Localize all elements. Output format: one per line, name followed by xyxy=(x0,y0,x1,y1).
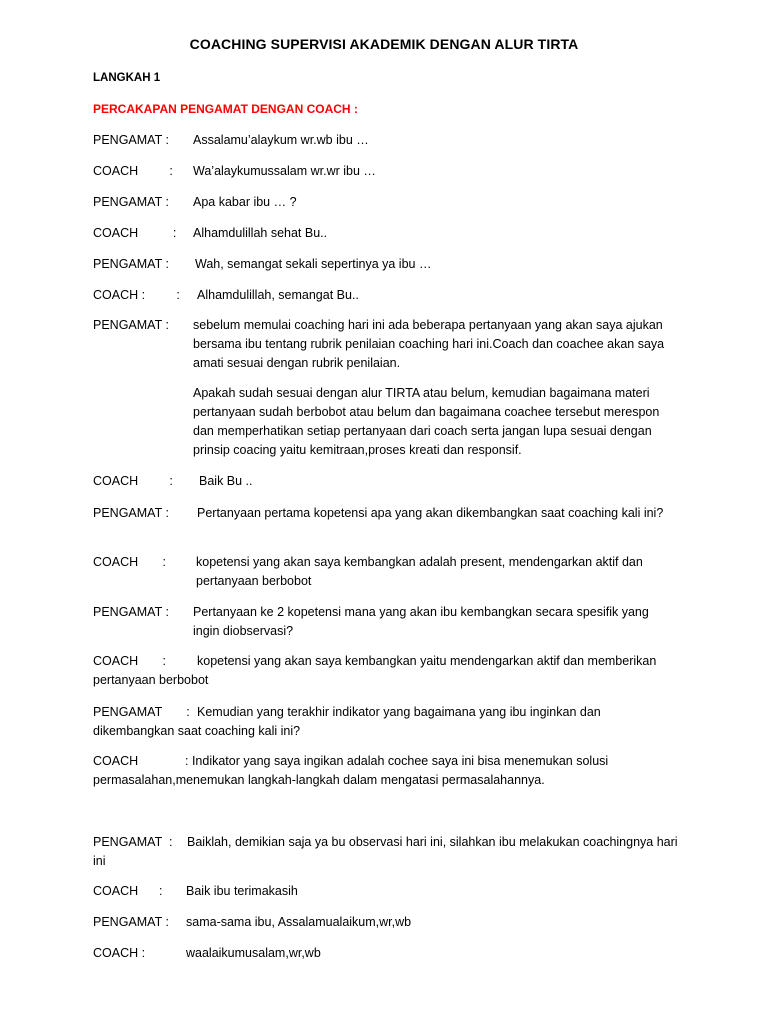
dialogue-text: Assalamu’alaykum wr.wb ibu … xyxy=(193,133,369,147)
dialogue-text: Baiklah, demikian saja ya bu observasi hari ini, silahkan ibu melakukan coachingnya hari ini xyxy=(93,835,678,868)
speaker-label: COACH : xyxy=(93,946,146,960)
speaker-label: PENGAMAT : xyxy=(93,318,169,332)
dialogue-line xyxy=(93,316,678,373)
dialogue-line xyxy=(93,472,673,491)
dialogue-text: kopetensi yang akan saya kembangkan yaitu mendengarkan aktif dan memberikan pertanyaan berbobot xyxy=(93,654,657,687)
dialogue-text: Pertanyaan pertama kopetensi apa yang akan dikembangkan saat coaching kali ini? xyxy=(197,506,664,520)
dialogue-subtitle: PERCAKAPAN PENGAMAT DENGAN COACH : xyxy=(93,102,358,116)
dialogue-text: waalaikumusalam,wr,wb xyxy=(186,946,321,960)
speaker-label: COACH : : xyxy=(93,288,180,302)
dialogue-line xyxy=(93,162,673,181)
dialogue-text: Wa’alaykumussalam wr.wr ibu … xyxy=(193,164,376,178)
dialogue-line xyxy=(93,913,673,932)
dialogue-text: Alhamdulillah sehat Bu.. xyxy=(193,226,328,240)
dialogue-line xyxy=(93,652,678,690)
dialogue-text: : Indikator yang saya ingikan adalah cochee saya ini bisa menemukan solusi permasalahan,menemukan langkah-langkah dalam mengatasi permasalahannya. xyxy=(93,754,609,787)
document-title: COACHING SUPERVISI AKADEMIK DENGAN ALUR TIRTA xyxy=(189,36,579,52)
speaker-label: PENGAMAT : xyxy=(93,705,190,719)
dialogue-text: Apa kabar ibu … ? xyxy=(193,195,297,209)
dialogue-text: Baik Bu .. xyxy=(199,474,253,488)
dialogue-text: sebelum memulai coaching hari ini ada beberapa pertanyaan yang akan saya ajukan bersama ibu tentang rubrik penilaian coaching hari ini.Coach dan coachee akan saya amati sesuai dengan rubrik penilaian. xyxy=(193,318,665,370)
speaker-label: COACH : xyxy=(93,474,173,488)
dialogue-line xyxy=(93,603,673,641)
speaker-label: PENGAMAT : xyxy=(93,605,169,619)
dialogue-line xyxy=(93,224,673,243)
speaker-label: COACH : xyxy=(93,555,166,569)
speaker-label: PENGAMAT : xyxy=(93,195,169,209)
speaker-label: PENGAMAT : xyxy=(93,506,169,520)
dialogue-text: Kemudian yang terakhir indikator yang bagaimana yang ibu inginkan dan dikembangkan saat coaching kali ini? xyxy=(93,705,601,738)
dialogue-paragraph xyxy=(93,384,673,460)
dialogue-line xyxy=(93,553,673,591)
speaker-label: PENGAMAT : xyxy=(93,257,169,271)
dialogue-line xyxy=(93,752,653,790)
dialogue-line xyxy=(93,131,673,150)
speaker-label: COACH xyxy=(93,754,139,768)
dialogue-text: Pertanyaan ke 2 kopetensi mana yang akan ibu kembangkan secara spesifik yang ingin diobservasi? xyxy=(193,605,649,638)
dialogue-line xyxy=(93,255,673,274)
dialogue-text: Alhamdulillah, semangat Bu.. xyxy=(197,288,359,302)
speaker-label: PENGAMAT : xyxy=(93,133,169,147)
speaker-label: COACH : xyxy=(93,654,166,668)
dialogue-line xyxy=(93,833,678,871)
dialogue-line xyxy=(93,504,678,523)
dialogue-text: Wah, semangat sekali sepertinya ya ibu … xyxy=(195,257,432,271)
dialogue-line xyxy=(93,944,673,963)
speaker-label: PENGAMAT : xyxy=(93,915,169,929)
dialogue-text: kopetensi yang akan saya kembangkan adalah present, mendengarkan aktif dan pertanyaan berbobot xyxy=(196,555,643,588)
speaker-label: COACH : xyxy=(93,226,177,240)
speaker-label: COACH : xyxy=(93,884,163,898)
dialogue-text: Baik ibu terimakasih xyxy=(186,884,298,898)
dialogue-text: sama-sama ibu, Assalamualaikum,wr,wb xyxy=(186,915,412,929)
dialogue-line xyxy=(93,286,673,305)
step-heading: LANGKAH 1 xyxy=(93,72,161,84)
dialogue-text: Apakah sudah sesuai dengan alur TIRTA atau belum, kemudian bagaimana materi pertanyaan sudah berbobot atau belum dan bagaimana coachee tersebut merespon dan memperhatikan setiap pertanyaan dari coach serta jangan lupa sesuai dengan prinsip coacing yaitu kemitraan,proses kreati dan responsif. xyxy=(193,386,660,457)
dialogue-line xyxy=(93,703,653,741)
speaker-label: PENGAMAT : xyxy=(93,835,173,849)
dialogue-line xyxy=(93,193,673,212)
dialogue-line xyxy=(93,882,673,901)
speaker-label: COACH : xyxy=(93,164,173,178)
